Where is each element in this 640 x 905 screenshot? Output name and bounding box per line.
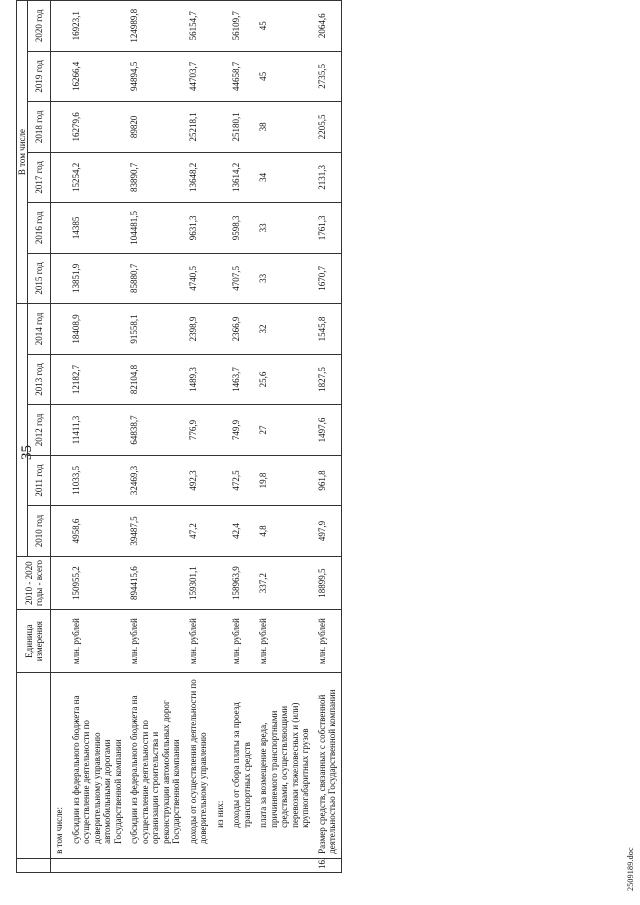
row-value: 14385 [68,203,127,254]
row-value: 11411,3 [68,405,127,456]
row-value: 104481,5 [126,203,185,254]
row-value: 2205,5 [314,102,342,153]
row-value [51,304,68,355]
row-total: 150955,2 [68,556,127,610]
row-value: 18408,9 [68,304,127,355]
row-number [126,858,185,872]
year-header: 2018 год [28,102,51,153]
row-value [212,102,229,153]
row-value: 44703,7 [185,51,212,102]
table-row [314,1,342,873]
table-row [51,1,68,873]
row-value: 4,8 [255,506,314,557]
row-value [51,253,68,304]
row-value: 89820 [126,102,185,153]
year-header: 2017 год [28,152,51,203]
row-value: 27 [255,405,314,456]
row-value: 2064,6 [314,1,342,52]
row-number: 16. [314,858,342,872]
row-value: 4707,5 [228,253,255,304]
row-value: 1670,7 [314,253,342,304]
row-unit: млн. рублей [314,610,342,673]
row-value: 25,6 [255,354,314,405]
table-row [255,1,314,873]
year-header: 2020 год [28,1,51,52]
row-unit: млн. рублей [255,610,314,673]
data-table [16,0,342,873]
row-value: 492,3 [185,455,212,506]
row-total [51,556,68,610]
in-that-header: В том числе [17,1,28,304]
row-value: 32469,3 [126,455,185,506]
row-value [212,203,229,254]
row-name: субсидии из федерального бюджета на осуществление деятельности по доверительному управлению автомобильными дорогами Государственной компании [68,672,127,858]
row-value: 56154,7 [185,1,212,52]
row-value [51,354,68,405]
row-number [212,858,229,872]
row-unit: млн. рублей [126,610,185,673]
row-value: 749,9 [228,405,255,456]
row-value [51,405,68,456]
row-name: доходы от осуществления деятельности по доверительному управлению [185,672,212,858]
year-header: 2019 год [28,51,51,102]
row-value: 32 [255,304,314,355]
row-value: 64838,7 [126,405,185,456]
row-value [51,506,68,557]
row-value: 19,8 [255,455,314,506]
row-number [51,858,68,872]
row-unit: млн. рублей [185,610,212,673]
table-row [228,1,255,873]
row-value [51,455,68,506]
row-value: 83890,7 [126,152,185,203]
row-unit: млн. рублей [228,610,255,673]
year-header: 2015 год [28,253,51,304]
row-total [212,556,229,610]
row-value: 9631,3 [185,203,212,254]
row-value [51,51,68,102]
row-value: 472,5 [228,455,255,506]
row-value: 91558,1 [126,304,185,355]
row-value: 2398,9 [185,304,212,355]
table-row [68,1,127,873]
table-row [212,1,229,873]
row-value [212,253,229,304]
row-value: 776,9 [185,405,212,456]
num-column-header [17,858,51,872]
row-value: 44658,7 [228,51,255,102]
page-number: 35 [19,445,35,460]
row-value: 124989,8 [126,1,185,52]
row-unit: млн. рублей [68,610,127,673]
table-row [126,1,185,873]
row-value: 56109,7 [228,1,255,52]
row-value: 13648,2 [185,152,212,203]
row-value: 47,2 [185,506,212,557]
row-value: 16923,1 [68,1,127,52]
row-value: 497,9 [314,506,342,557]
row-value: 38 [255,102,314,153]
row-name: из них: [212,672,229,858]
row-value: 33 [255,203,314,254]
year-header: 2016 год [28,203,51,254]
year-header: 2011 год [28,455,51,506]
row-number [228,858,255,872]
row-unit [51,610,68,673]
year-header: 2014 год [28,304,51,355]
row-value: 4740,5 [185,253,212,304]
row-value: 1489,3 [185,354,212,405]
row-value: 9598,3 [228,203,255,254]
row-value [212,506,229,557]
row-value: 85880,7 [126,253,185,304]
row-value [212,455,229,506]
row-value [212,1,229,52]
year-header: 2010 год [28,506,51,557]
name-column-header [17,672,51,858]
row-value: 39487,5 [126,506,185,557]
row-value: 961,8 [314,455,342,506]
row-value: 15254,2 [68,152,127,203]
row-number [185,858,212,872]
row-value [212,405,229,456]
row-value: 1827,5 [314,354,342,405]
row-value: 25218,1 [185,102,212,153]
row-value [51,102,68,153]
row-value [212,152,229,203]
row-value: 1545,8 [314,304,342,355]
row-value: 45 [255,51,314,102]
year-header: 2013 год [28,354,51,405]
row-name: субсидии из федерального бюджета на осуществление деятельности по организации строительства и реконструкции автомобильных дорог Государственной компании [126,672,185,858]
total-column-header: 2010 - 2020 годы - всего [17,556,51,610]
year-group-spacer [17,304,28,557]
row-value: 12182,7 [68,354,127,405]
row-value: 16266,4 [68,51,127,102]
row-value: 1463,7 [228,354,255,405]
row-name: в том числе: [51,672,68,858]
row-value [51,1,68,52]
row-total: 337,2 [255,556,314,610]
row-value: 4958,6 [68,506,127,557]
row-value [51,152,68,203]
row-value: 13614,2 [228,152,255,203]
row-value: 1497,6 [314,405,342,456]
row-name: плата за возмещение вреда, причиняемого транспортными средствами, осуществляющими перевозки тяжеловесных и (или) крупногабаритных грузов [255,672,314,858]
unit-column-header: Единица измерения [17,610,51,673]
row-value [212,354,229,405]
row-name: доходы от сбора платы за проезд транспортных средств [228,672,255,858]
row-value: 1761,3 [314,203,342,254]
row-value: 2131,3 [314,152,342,203]
row-name: Размер средств, связанных с собственной деятельностью Государственной компании [314,672,342,858]
row-value: 13851,9 [68,253,127,304]
row-value: 25180,1 [228,102,255,153]
row-value: 45 [255,1,314,52]
row-value: 42,4 [228,506,255,557]
row-value: 2366,9 [228,304,255,355]
row-value [212,304,229,355]
row-value [212,51,229,102]
footer-filename: 2509189.doc [626,847,635,891]
row-value: 33 [255,253,314,304]
row-number [68,858,127,872]
row-value: 34 [255,152,314,203]
year-header: 2012 год [28,405,51,456]
row-total: 158963,9 [228,556,255,610]
row-unit [212,610,229,673]
row-number [255,858,314,872]
row-total: 894415,6 [126,556,185,610]
row-value: 82104,8 [126,354,185,405]
row-value: 2735,5 [314,51,342,102]
row-value: 94894,5 [126,51,185,102]
row-total: 18899,5 [314,556,342,610]
row-total: 159301,1 [185,556,212,610]
row-value [51,203,68,254]
row-value: 11033,5 [68,455,127,506]
row-value: 16279,6 [68,102,127,153]
table-row [185,1,212,873]
